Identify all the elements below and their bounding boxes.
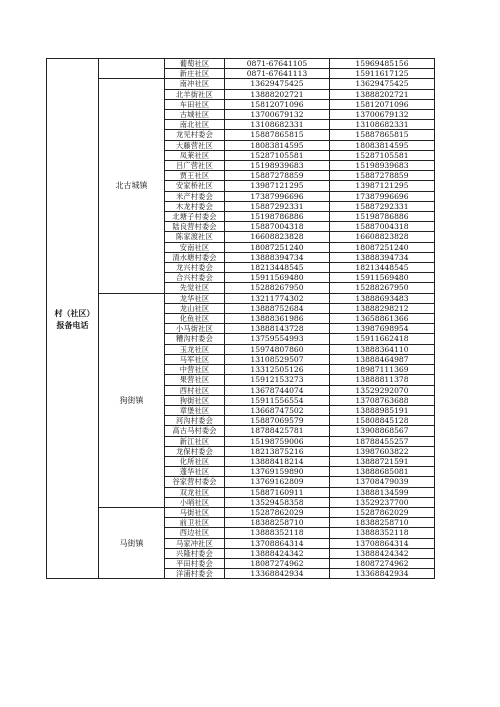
contact-table-body — [47, 59, 435, 579]
phone-secondary-cell: 15288267950 — [330, 283, 435, 293]
community-name-cell: 贾王社区 — [165, 171, 225, 181]
community-name-cell: 小马街社区 — [165, 324, 225, 334]
community-name-cell: 马家冲社区 — [165, 538, 225, 548]
phone-primary-cell: 13629475425 — [225, 79, 330, 89]
phone-primary-cell: 15887865815 — [225, 130, 330, 140]
town-cell: 北古城镇 — [99, 79, 165, 293]
phone-secondary-cell: 13888352118 — [330, 528, 435, 538]
community-name-cell: 中营社区 — [165, 365, 225, 375]
phone-primary-cell: 13708864314 — [225, 538, 330, 548]
community-name-cell: 凤莱社区 — [165, 150, 225, 160]
community-name-cell: 马街社区 — [165, 507, 225, 517]
phone-secondary-cell: 13888134599 — [330, 487, 435, 497]
phone-primary-cell: 13888143728 — [225, 324, 330, 334]
phone-secondary-cell: 18087251240 — [330, 242, 435, 252]
community-name-cell: 木龙村委会 — [165, 201, 225, 211]
phone-secondary-cell: 13658861366 — [330, 314, 435, 324]
community-name-cell: 葡萄社区 — [165, 59, 225, 69]
town-cell: 狗街镇 — [99, 293, 165, 507]
phone-secondary-cell: 13888985191 — [330, 405, 435, 415]
phone-primary-cell: 13700679132 — [225, 110, 330, 120]
phone-primary-cell: 13108682331 — [225, 120, 330, 130]
phone-secondary-cell: 13888693483 — [330, 293, 435, 303]
community-name-cell: 西边社区 — [165, 528, 225, 538]
phone-primary-cell: 15887160911 — [225, 487, 330, 497]
community-name-cell: 北塘子村委会 — [165, 212, 225, 222]
community-name-cell: 糟沟村委会 — [165, 334, 225, 344]
phone-secondary-cell: 13987603822 — [330, 446, 435, 456]
phone-secondary-cell: 15887278859 — [330, 171, 435, 181]
phone-primary-cell: 13668747502 — [225, 405, 330, 415]
phone-primary-cell: 15288267950 — [225, 283, 330, 293]
phone-secondary-cell: 13888811378 — [330, 375, 435, 385]
phone-primary-cell: 15887278859 — [225, 171, 330, 181]
phone-secondary-cell: 13888464987 — [330, 354, 435, 364]
phone-primary-cell: 15812071096 — [225, 99, 330, 109]
phone-secondary-cell: 15887865815 — [330, 130, 435, 140]
category-cell: 村（社区）报备电话 — [47, 59, 99, 579]
community-name-cell: 陆良营村委会 — [165, 222, 225, 232]
phone-secondary-cell: 13708479039 — [330, 477, 435, 487]
community-name-cell: 陈家渡社区 — [165, 232, 225, 242]
phone-secondary-cell: 15287862029 — [330, 507, 435, 517]
phone-secondary-cell: 18083814595 — [330, 140, 435, 150]
phone-primary-cell: 13769162809 — [225, 477, 330, 487]
phone-primary-cell: 13888752684 — [225, 303, 330, 313]
community-name-cell: 化所社区 — [165, 456, 225, 466]
community-name-cell: 先觉社区 — [165, 283, 225, 293]
table-row — [47, 293, 435, 303]
phone-primary-cell: 15198786886 — [225, 212, 330, 222]
phone-secondary-cell: 18388258710 — [330, 518, 435, 528]
phone-secondary-cell: 15198939683 — [330, 161, 435, 171]
phone-primary-cell: 13759554993 — [225, 334, 330, 344]
phone-secondary-cell: 17387996696 — [330, 191, 435, 201]
community-name-cell: 化鱼社区 — [165, 314, 225, 324]
community-name-cell: 新江社区 — [165, 436, 225, 446]
phone-primary-cell: 0871-67641113 — [225, 69, 330, 79]
community-name-cell: 北羊街社区 — [165, 89, 225, 99]
community-name-cell: 龙兴村委会 — [165, 263, 225, 273]
phone-secondary-cell: 13108682331 — [330, 120, 435, 130]
phone-secondary-cell: 13888298212 — [330, 303, 435, 313]
phone-secondary-cell: 15887004318 — [330, 222, 435, 232]
phone-secondary-cell: 15887292331 — [330, 201, 435, 211]
community-name-cell: 安家桥社区 — [165, 181, 225, 191]
phone-primary-cell: 13769159890 — [225, 467, 330, 477]
phone-secondary-cell: 15969485156 — [330, 59, 435, 69]
community-name-cell: 前卫社区 — [165, 518, 225, 528]
community-name-cell: 河沟村委会 — [165, 416, 225, 426]
phone-primary-cell: 18087251240 — [225, 242, 330, 252]
table-row — [47, 507, 435, 517]
phone-secondary-cell: 13888721591 — [330, 456, 435, 466]
phone-primary-cell: 18213448545 — [225, 263, 330, 273]
phone-primary-cell: 13108529507 — [225, 354, 330, 364]
community-name-cell: 大藤营社区 — [165, 140, 225, 150]
table-row — [47, 59, 435, 69]
community-name-cell: 兴隆村委会 — [165, 548, 225, 558]
community-name-cell: 马军社区 — [165, 354, 225, 364]
community-name-cell: 平田村委会 — [165, 558, 225, 568]
phone-secondary-cell: 15911569480 — [330, 273, 435, 283]
phone-primary-cell: 15287862029 — [225, 507, 330, 517]
community-name-cell: 洋浦村委会 — [165, 569, 225, 579]
phone-secondary-cell: 13888424342 — [330, 548, 435, 558]
phone-primary-cell: 18213875216 — [225, 446, 330, 456]
community-name-cell: 西村社区 — [165, 385, 225, 395]
phone-primary-cell: 18388258710 — [225, 518, 330, 528]
community-name-cell: 龙华社区 — [165, 293, 225, 303]
phone-secondary-cell: 13987698954 — [330, 324, 435, 334]
phone-primary-cell: 13888424342 — [225, 548, 330, 558]
phone-primary-cell: 13888394734 — [225, 252, 330, 262]
phone-primary-cell: 18788425781 — [225, 426, 330, 436]
community-name-cell: 小哨社区 — [165, 497, 225, 507]
phone-secondary-cell: 13708864314 — [330, 538, 435, 548]
phone-secondary-cell: 13888202721 — [330, 89, 435, 99]
phone-primary-cell: 13987121295 — [225, 181, 330, 191]
phone-primary-cell: 15198939683 — [225, 161, 330, 171]
community-name-cell: 龙见村委会 — [165, 130, 225, 140]
community-name-cell: 果营社区 — [165, 375, 225, 385]
phone-secondary-cell: 15198786886 — [330, 212, 435, 222]
phone-secondary-cell: 15911662418 — [330, 334, 435, 344]
community-name-cell: 古城社区 — [165, 110, 225, 120]
community-name-cell: 高古马村委会 — [165, 426, 225, 436]
phone-primary-cell: 15887069579 — [225, 416, 330, 426]
phone-secondary-cell: 13708763688 — [330, 395, 435, 405]
community-name-cell: 新庄社区 — [165, 69, 225, 79]
community-name-cell: 南北社区 — [165, 120, 225, 130]
phone-secondary-cell: 18987111369 — [330, 365, 435, 375]
phone-primary-cell: 13888418214 — [225, 456, 330, 466]
phone-primary-cell: 13888361986 — [225, 314, 330, 324]
phone-primary-cell: 13529458358 — [225, 497, 330, 507]
phone-secondary-cell: 13529237700 — [330, 497, 435, 507]
contact-table — [46, 58, 435, 579]
phone-primary-cell: 13678744074 — [225, 385, 330, 395]
phone-primary-cell: 15198759006 — [225, 436, 330, 446]
community-name-cell: 吕广营社区 — [165, 161, 225, 171]
phone-primary-cell: 15887004318 — [225, 222, 330, 232]
phone-primary-cell: 15287105581 — [225, 150, 330, 160]
community-name-cell: 合兴村委会 — [165, 273, 225, 283]
community-name-cell: 蓬华社区 — [165, 467, 225, 477]
phone-primary-cell: 15974807860 — [225, 344, 330, 354]
phone-primary-cell: 17387996696 — [225, 191, 330, 201]
phone-primary-cell: 18083814595 — [225, 140, 330, 150]
phone-primary-cell: 16608823828 — [225, 232, 330, 242]
community-name-cell: 双龙社区 — [165, 487, 225, 497]
phone-secondary-cell: 13700679132 — [330, 110, 435, 120]
phone-primary-cell: 18087274962 — [225, 558, 330, 568]
town-cell — [99, 59, 165, 79]
phone-primary-cell: 13888202721 — [225, 89, 330, 99]
phone-primary-cell: 13368842934 — [225, 569, 330, 579]
phone-secondary-cell: 13908868567 — [330, 426, 435, 436]
phone-secondary-cell: 15287105581 — [330, 150, 435, 160]
phone-secondary-cell: 18213448545 — [330, 263, 435, 273]
phone-secondary-cell: 13888685081 — [330, 467, 435, 477]
phone-secondary-cell: 18788455257 — [330, 436, 435, 446]
community-name-cell: 安南社区 — [165, 242, 225, 252]
phone-secondary-cell: 18087274962 — [330, 558, 435, 568]
phone-secondary-cell: 13368842934 — [330, 569, 435, 579]
community-name-cell: 章堡社区 — [165, 405, 225, 415]
table-row — [47, 79, 435, 89]
community-name-cell: 狗街社区 — [165, 395, 225, 405]
phone-secondary-cell: 16608823828 — [330, 232, 435, 242]
phone-secondary-cell: 13888364110 — [330, 344, 435, 354]
community-name-cell: 清水塘村委会 — [165, 252, 225, 262]
phone-primary-cell: 13888352118 — [225, 528, 330, 538]
phone-primary-cell: 13211774302 — [225, 293, 330, 303]
phone-secondary-cell: 15808845128 — [330, 416, 435, 426]
phone-secondary-cell: 13888394734 — [330, 252, 435, 262]
community-name-cell: 玉龙社区 — [165, 344, 225, 354]
phone-secondary-cell: 15911617125 — [330, 69, 435, 79]
phone-secondary-cell: 13987121295 — [330, 181, 435, 191]
community-name-cell: 南冲社区 — [165, 79, 225, 89]
phone-primary-cell: 15911569480 — [225, 273, 330, 283]
community-name-cell: 米产村委会 — [165, 191, 225, 201]
phone-primary-cell: 13312505126 — [225, 365, 330, 375]
phone-primary-cell: 0871-67641105 — [225, 59, 330, 69]
community-name-cell: 龙山社区 — [165, 303, 225, 313]
phone-secondary-cell: 13629475425 — [330, 79, 435, 89]
phone-primary-cell: 15912153273 — [225, 375, 330, 385]
community-name-cell: 谷家营村委会 — [165, 477, 225, 487]
phone-primary-cell: 15887292331 — [225, 201, 330, 211]
phone-secondary-cell: 13529292070 — [330, 385, 435, 395]
phone-secondary-cell: 15812071096 — [330, 99, 435, 109]
town-cell: 马街镇 — [99, 507, 165, 578]
phone-primary-cell: 15911556554 — [225, 395, 330, 405]
community-name-cell: 龙保村委会 — [165, 446, 225, 456]
community-name-cell: 车田社区 — [165, 99, 225, 109]
